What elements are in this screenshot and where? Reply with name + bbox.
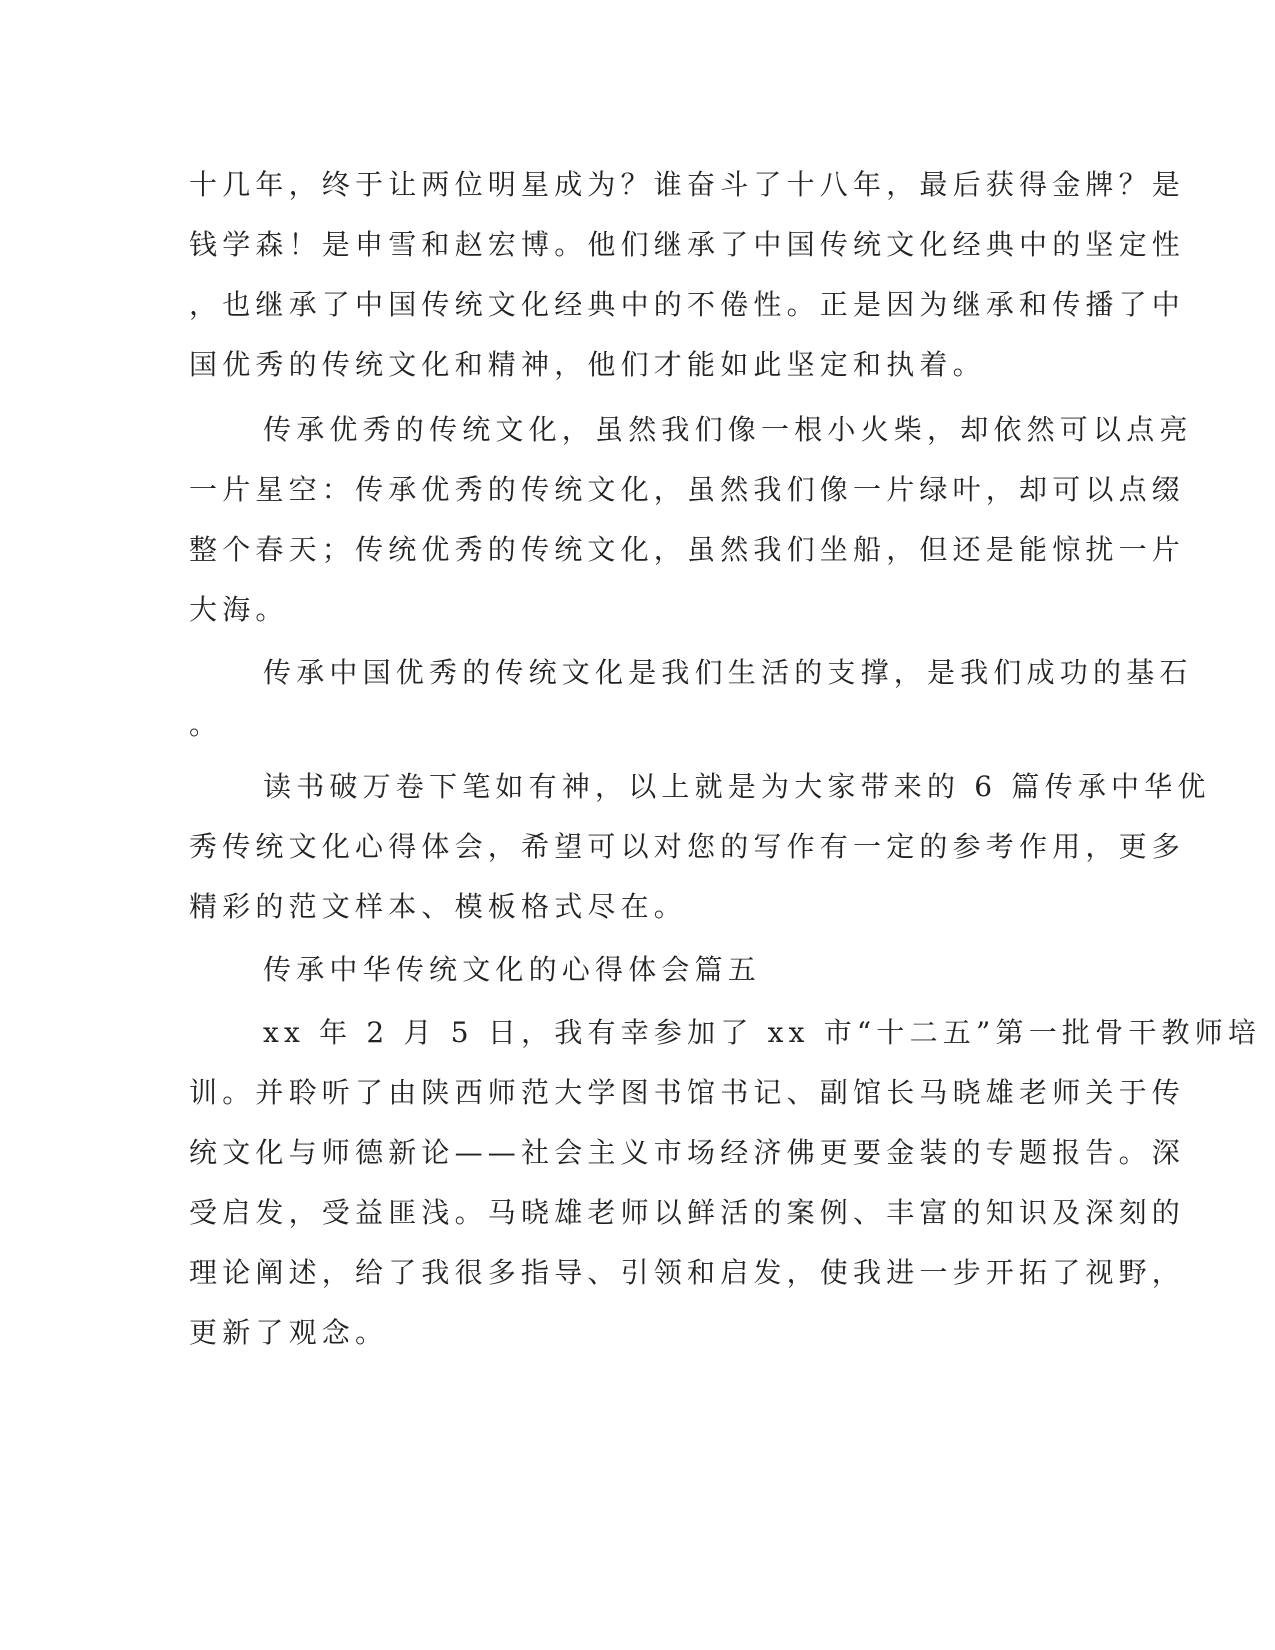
text-line: 一片星空：传承优秀的传统文化，虽然我们像一片绿叶，却可以点缀 xyxy=(189,473,1186,506)
text-line: 整个春天；传统优秀的传统文化，虽然我们坐船，但还是能惊扰一片 xyxy=(189,533,1186,566)
text-line: 秀传统文化心得体会，希望可以对您的写作有一定的参考作用，更多 xyxy=(189,830,1186,863)
text-line: 更新了观念。 xyxy=(189,1316,389,1349)
paragraph-first-line: xx 年 2 月 5 日，我有幸参加了 xx 市“十二五”第一批骨干教师培 xyxy=(263,1016,1262,1049)
paragraph-first-line: 传承中国优秀的传统文化是我们生活的支撑，是我们成功的基石 xyxy=(263,656,1193,689)
paragraph-first-line: 读书破万卷下笔如有神，以上就是为大家带来的 6 篇传承中华优 xyxy=(263,770,1211,803)
section-heading: 传承中华传统文化的心得体会篇五 xyxy=(263,953,762,986)
text-line: 钱学森！是申雪和赵宏博。他们继承了中国传统文化经典中的坚定性 xyxy=(189,228,1186,261)
text-line: 。 xyxy=(189,708,223,741)
text-line: 理论阐述，给了我很多指导、引领和启发，使我进一步开拓了视野， xyxy=(189,1256,1186,1289)
text-line: 训。并聆听了由陕西师范大学图书馆书记、副馆长马晓雄老师关于传 xyxy=(189,1076,1186,1109)
text-line: 统文化与师德新论——社会主义市场经济佛更要金装的专题报告。深 xyxy=(189,1136,1186,1169)
text-line: 十几年，终于让两位明星成为？谁奋斗了十八年，最后获得金牌？是 xyxy=(189,168,1186,201)
text-line: 大海。 xyxy=(189,593,289,626)
text-line: 国优秀的传统文化和精神，他们才能如此坚定和执着。 xyxy=(189,348,986,381)
paragraph-first-line: 传承优秀的传统文化，虽然我们像一根小火柴，却依然可以点亮 xyxy=(263,413,1193,446)
text-line: 精彩的范文样本、模板格式尽在。 xyxy=(189,890,688,923)
text-line: 受启发，受益匪浅。马晓雄老师以鲜活的案例、丰富的知识及深刻的 xyxy=(189,1196,1186,1229)
text-line: ，也继承了中国传统文化经典中的不倦性。正是因为继承和传播了中 xyxy=(189,288,1186,321)
